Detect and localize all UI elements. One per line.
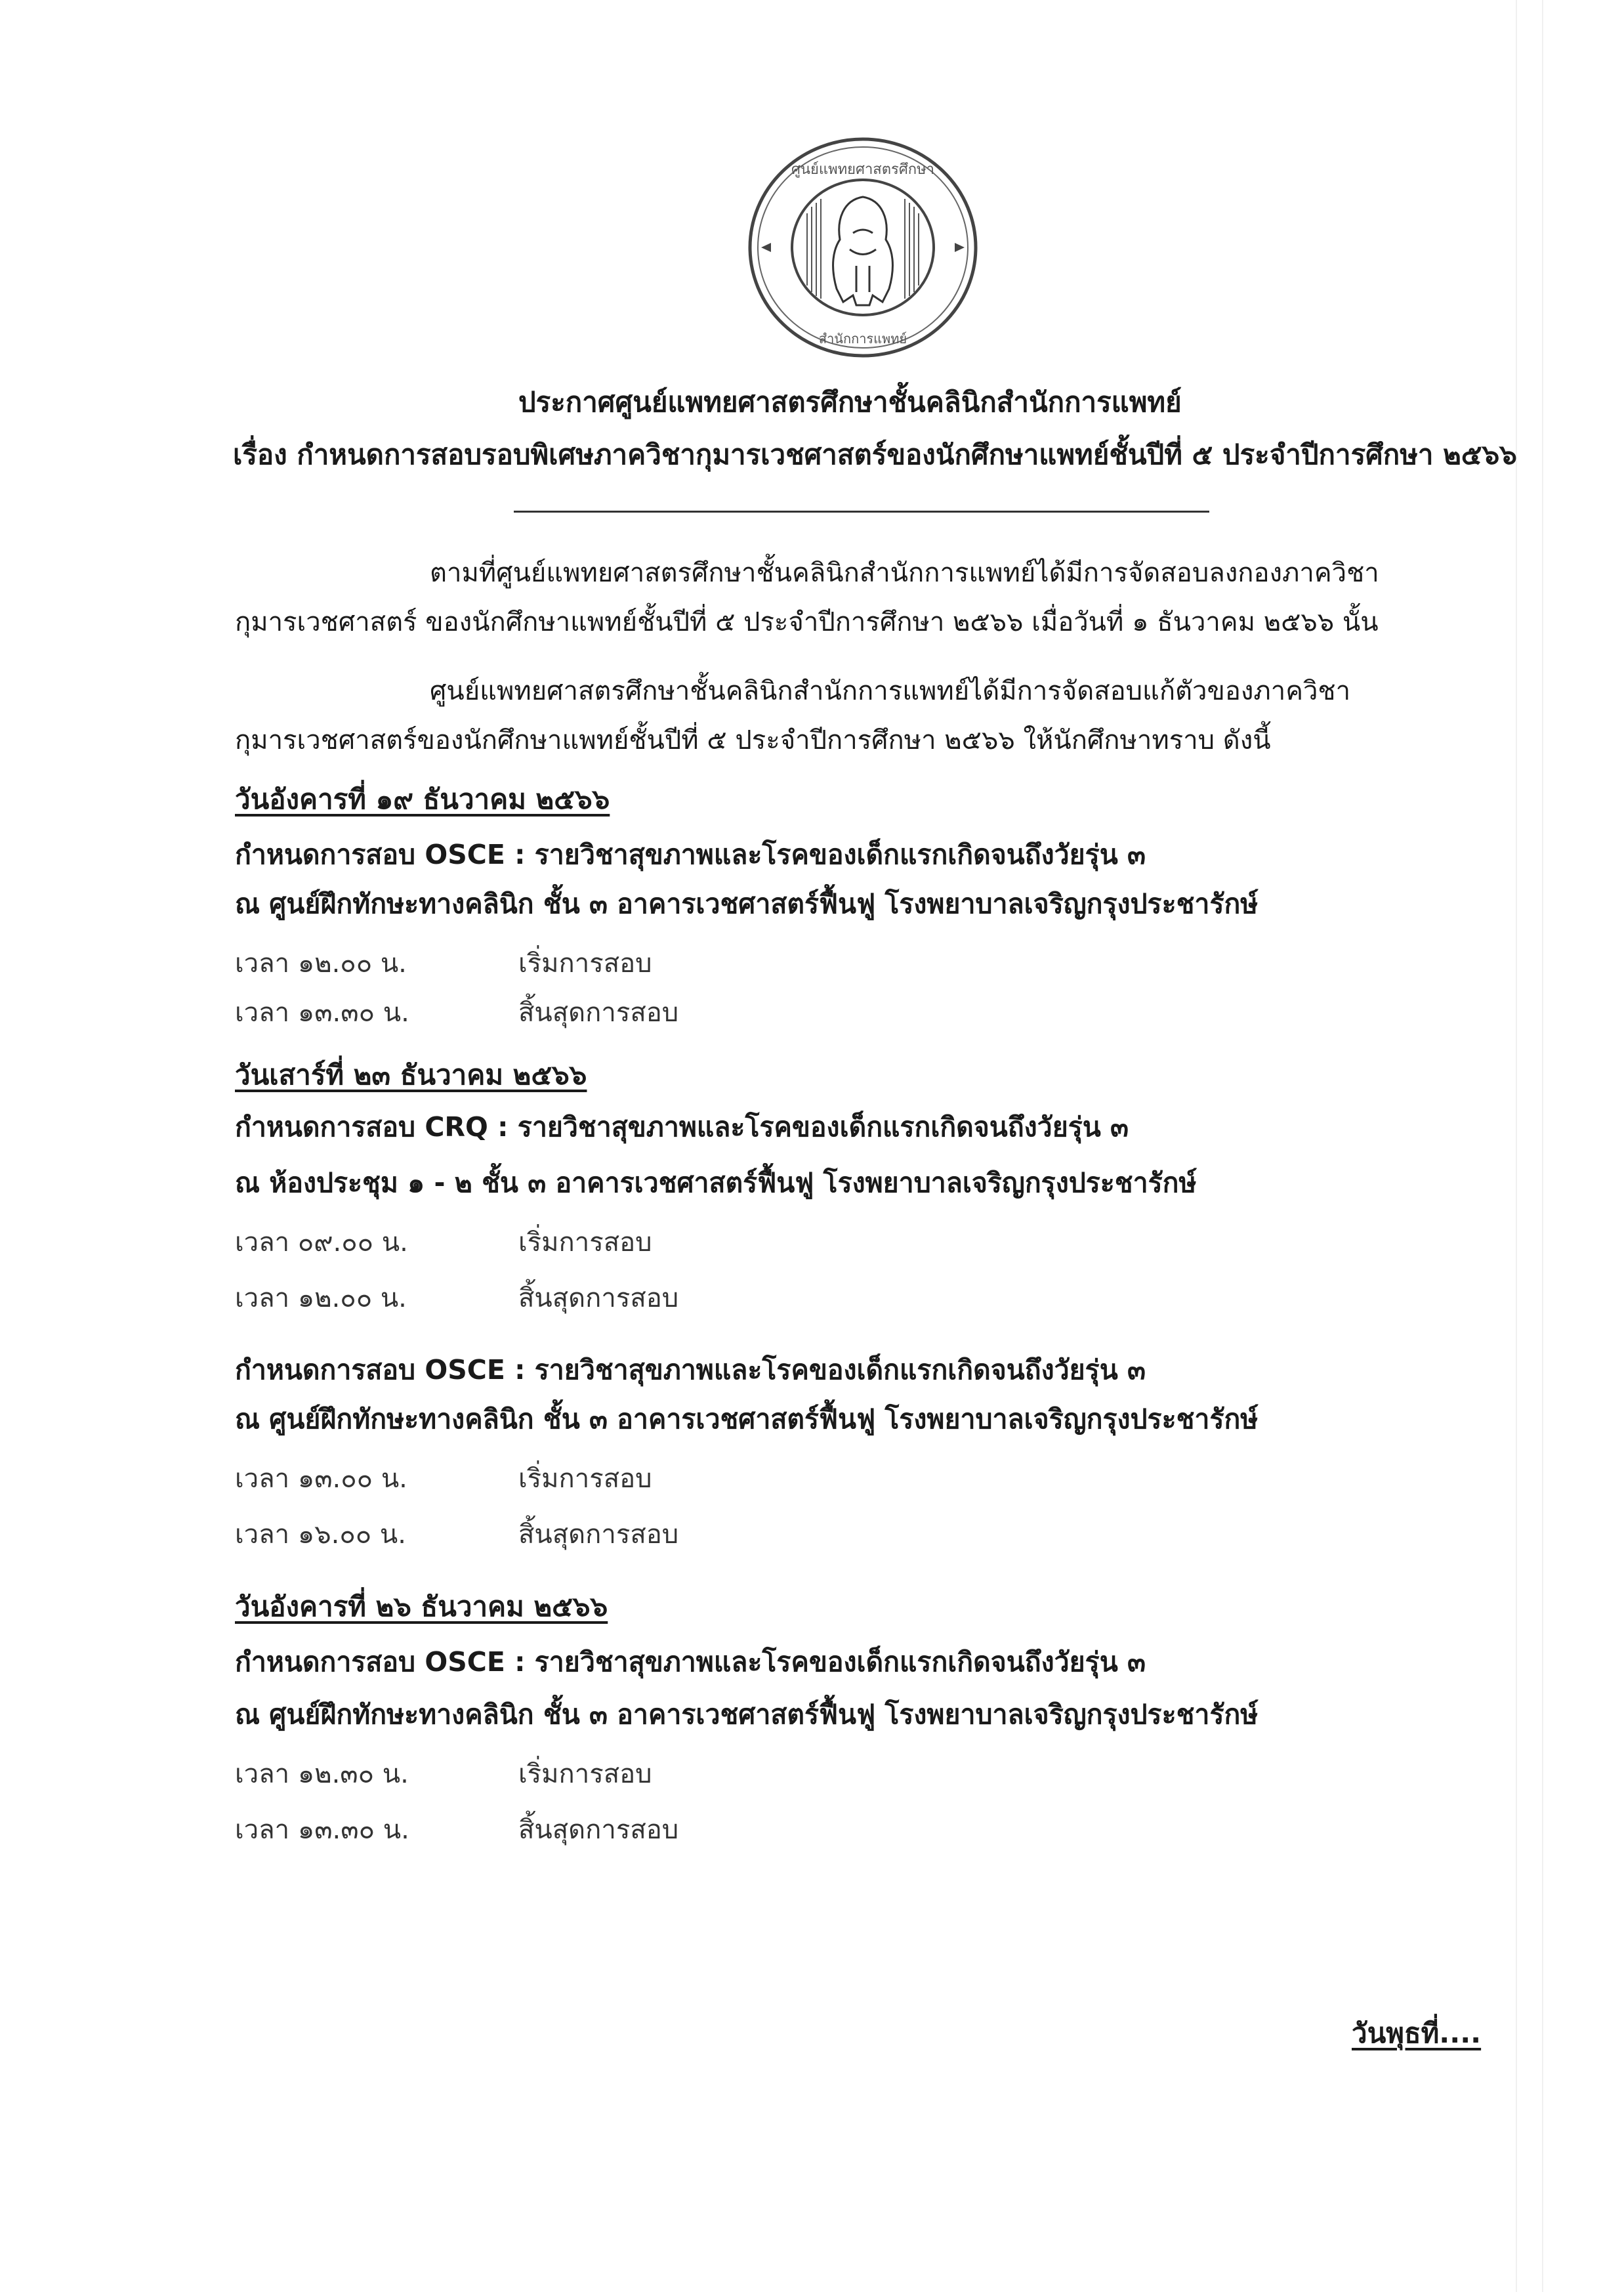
svg-text:สำนักการแพทย์: สำนักการแพทย์ xyxy=(818,331,907,347)
exam-subject: กำหนดการสอบ CRQ : รายวิชาสุขภาพและโรคของเด็กแรกเกิดจนถึงวัยรุ่น ๓ xyxy=(235,1111,1129,1143)
exam-time: เวลา ๑๒.๐๐ น. xyxy=(235,948,407,979)
exam-time-desc: สิ้นสุดการสอบ xyxy=(518,998,679,1028)
paragraph-2-line-1: ศูนย์แพทยศาสตรศึกษาชั้นคลินิกสำนักการแพทย์ได้มีการจัดสอบแก้ตัวของภาควิชา xyxy=(430,676,1351,706)
exam-location: ณ ศูนย์ฝึกทักษะทางคลินิก ชั้น ๓ อาคารเวชศาสตร์ฟื้นฟู โรงพยาบาลเจริญกรุงประชารักษ์ xyxy=(235,1699,1259,1730)
paragraph-1-line-1: ตามที่ศูนย์แพทยศาสตรศึกษาชั้นคลินิกสำนักการแพทย์ได้มีการจัดสอบลงกองภาควิชา xyxy=(430,558,1379,588)
exam-time-desc: สิ้นสุดการสอบ xyxy=(518,1815,679,1845)
exam-time-desc: เริ่มการสอบ xyxy=(518,1227,652,1258)
exam-time-desc: สิ้นสุดการสอบ xyxy=(518,1519,679,1550)
exam-time: เวลา ๑๒.๐๐ น. xyxy=(235,1283,407,1313)
exam-location: ณ ศูนย์ฝึกทักษะทางคลินิก ชั้น ๓ อาคารเวชศาสตร์ฟื้นฟู โรงพยาบาลเจริญกรุงประชารักษ์ xyxy=(235,888,1259,920)
exam-subject: กำหนดการสอบ OSCE : รายวิชาสุขภาพและโรคของเด็กแรกเกิดจนถึงวัยรุ่น ๓ xyxy=(235,1354,1146,1386)
exam-time-desc: เริ่มการสอบ xyxy=(518,1464,652,1494)
schedule-date: วันอังคารที่ ๑๙ ธันวาคม ๒๕๖๖ xyxy=(235,783,610,815)
schedule-date: วันอังคารที่ ๒๖ ธันวาคม ๒๕๖๖ xyxy=(235,1590,608,1623)
subject-line: เรื่อง กำหนดการสอบรอบพิเศษภาควิชากุมารเวชศาสตร์ของนักศึกษาแพทย์ชั้นปีที่ ๕ ประจำปีการศึกษา ๒๕๖๖ xyxy=(233,438,1517,471)
exam-time: เวลา ๐๙.๐๐ น. xyxy=(235,1227,408,1258)
continuation-marker: วันพุธที่.... xyxy=(1352,2017,1482,2049)
exam-time: เวลา ๑๓.๓๐ น. xyxy=(235,998,409,1028)
exam-time: เวลา ๑๖.๐๐ น. xyxy=(235,1519,406,1550)
svg-text:ศูนย์แพทยศาสตรศึกษา: ศูนย์แพทยศาสตรศึกษา xyxy=(791,161,934,178)
exam-location: ณ ห้องประชุม ๑ - ๒ ชั้น ๓ อาคารเวชศาสตร์ฟื้นฟู โรงพยาบาลเจริญกรุงประชารักษ์ xyxy=(235,1167,1197,1199)
scan-artifact xyxy=(1542,0,1543,2292)
exam-time: เวลา ๑๓.๓๐ น. xyxy=(235,1815,409,1845)
scan-artifact xyxy=(1516,0,1517,2292)
divider xyxy=(514,511,1209,513)
exam-time-desc: เริ่มการสอบ xyxy=(518,1759,652,1789)
schedule-date: วันเสาร์ที่ ๒๓ ธันวาคม ๒๕๖๖ xyxy=(235,1059,587,1091)
paragraph-1-line-2: กุมารเวชศาสตร์ ของนักศึกษาแพทย์ชั้นปีที่ ๕ ประจำปีการศึกษา ๒๕๖๖ เมื่อวันที่ ๑ ธันวาคม ๒๕๖๖ นั้น xyxy=(235,607,1379,637)
exam-time: เวลา ๑๓.๐๐ น. xyxy=(235,1464,407,1494)
exam-subject: กำหนดการสอบ OSCE : รายวิชาสุขภาพและโรคของเด็กแรกเกิดจนถึงวัยรุ่น ๓ xyxy=(235,839,1146,870)
page-title: ประกาศศูนย์แพทยศาสตรศึกษาชั้นคลินิกสำนักการแพทย์ xyxy=(518,386,1182,418)
exam-location: ณ ศูนย์ฝึกทักษะทางคลินิก ชั้น ๓ อาคารเวชศาสตร์ฟื้นฟู โรงพยาบาลเจริญกรุงประชารักษ์ xyxy=(235,1403,1259,1435)
paragraph-2-line-2: กุมารเวชศาสตร์ของนักศึกษาแพทย์ชั้นปีที่ ๕ ประจำปีการศึกษา ๒๕๖๖ ให้นักศึกษาทราบ ดังนี้ xyxy=(235,725,1271,755)
exam-time-desc: สิ้นสุดการสอบ xyxy=(518,1283,679,1313)
exam-time-desc: เริ่มการสอบ xyxy=(518,948,652,979)
exam-subject: กำหนดการสอบ OSCE : รายวิชาสุขภาพและโรคของเด็กแรกเกิดจนถึงวัยรุ่น ๓ xyxy=(235,1646,1146,1678)
emblem-seal-icon xyxy=(745,135,981,361)
exam-time: เวลา ๑๒.๓๐ น. xyxy=(235,1759,409,1789)
